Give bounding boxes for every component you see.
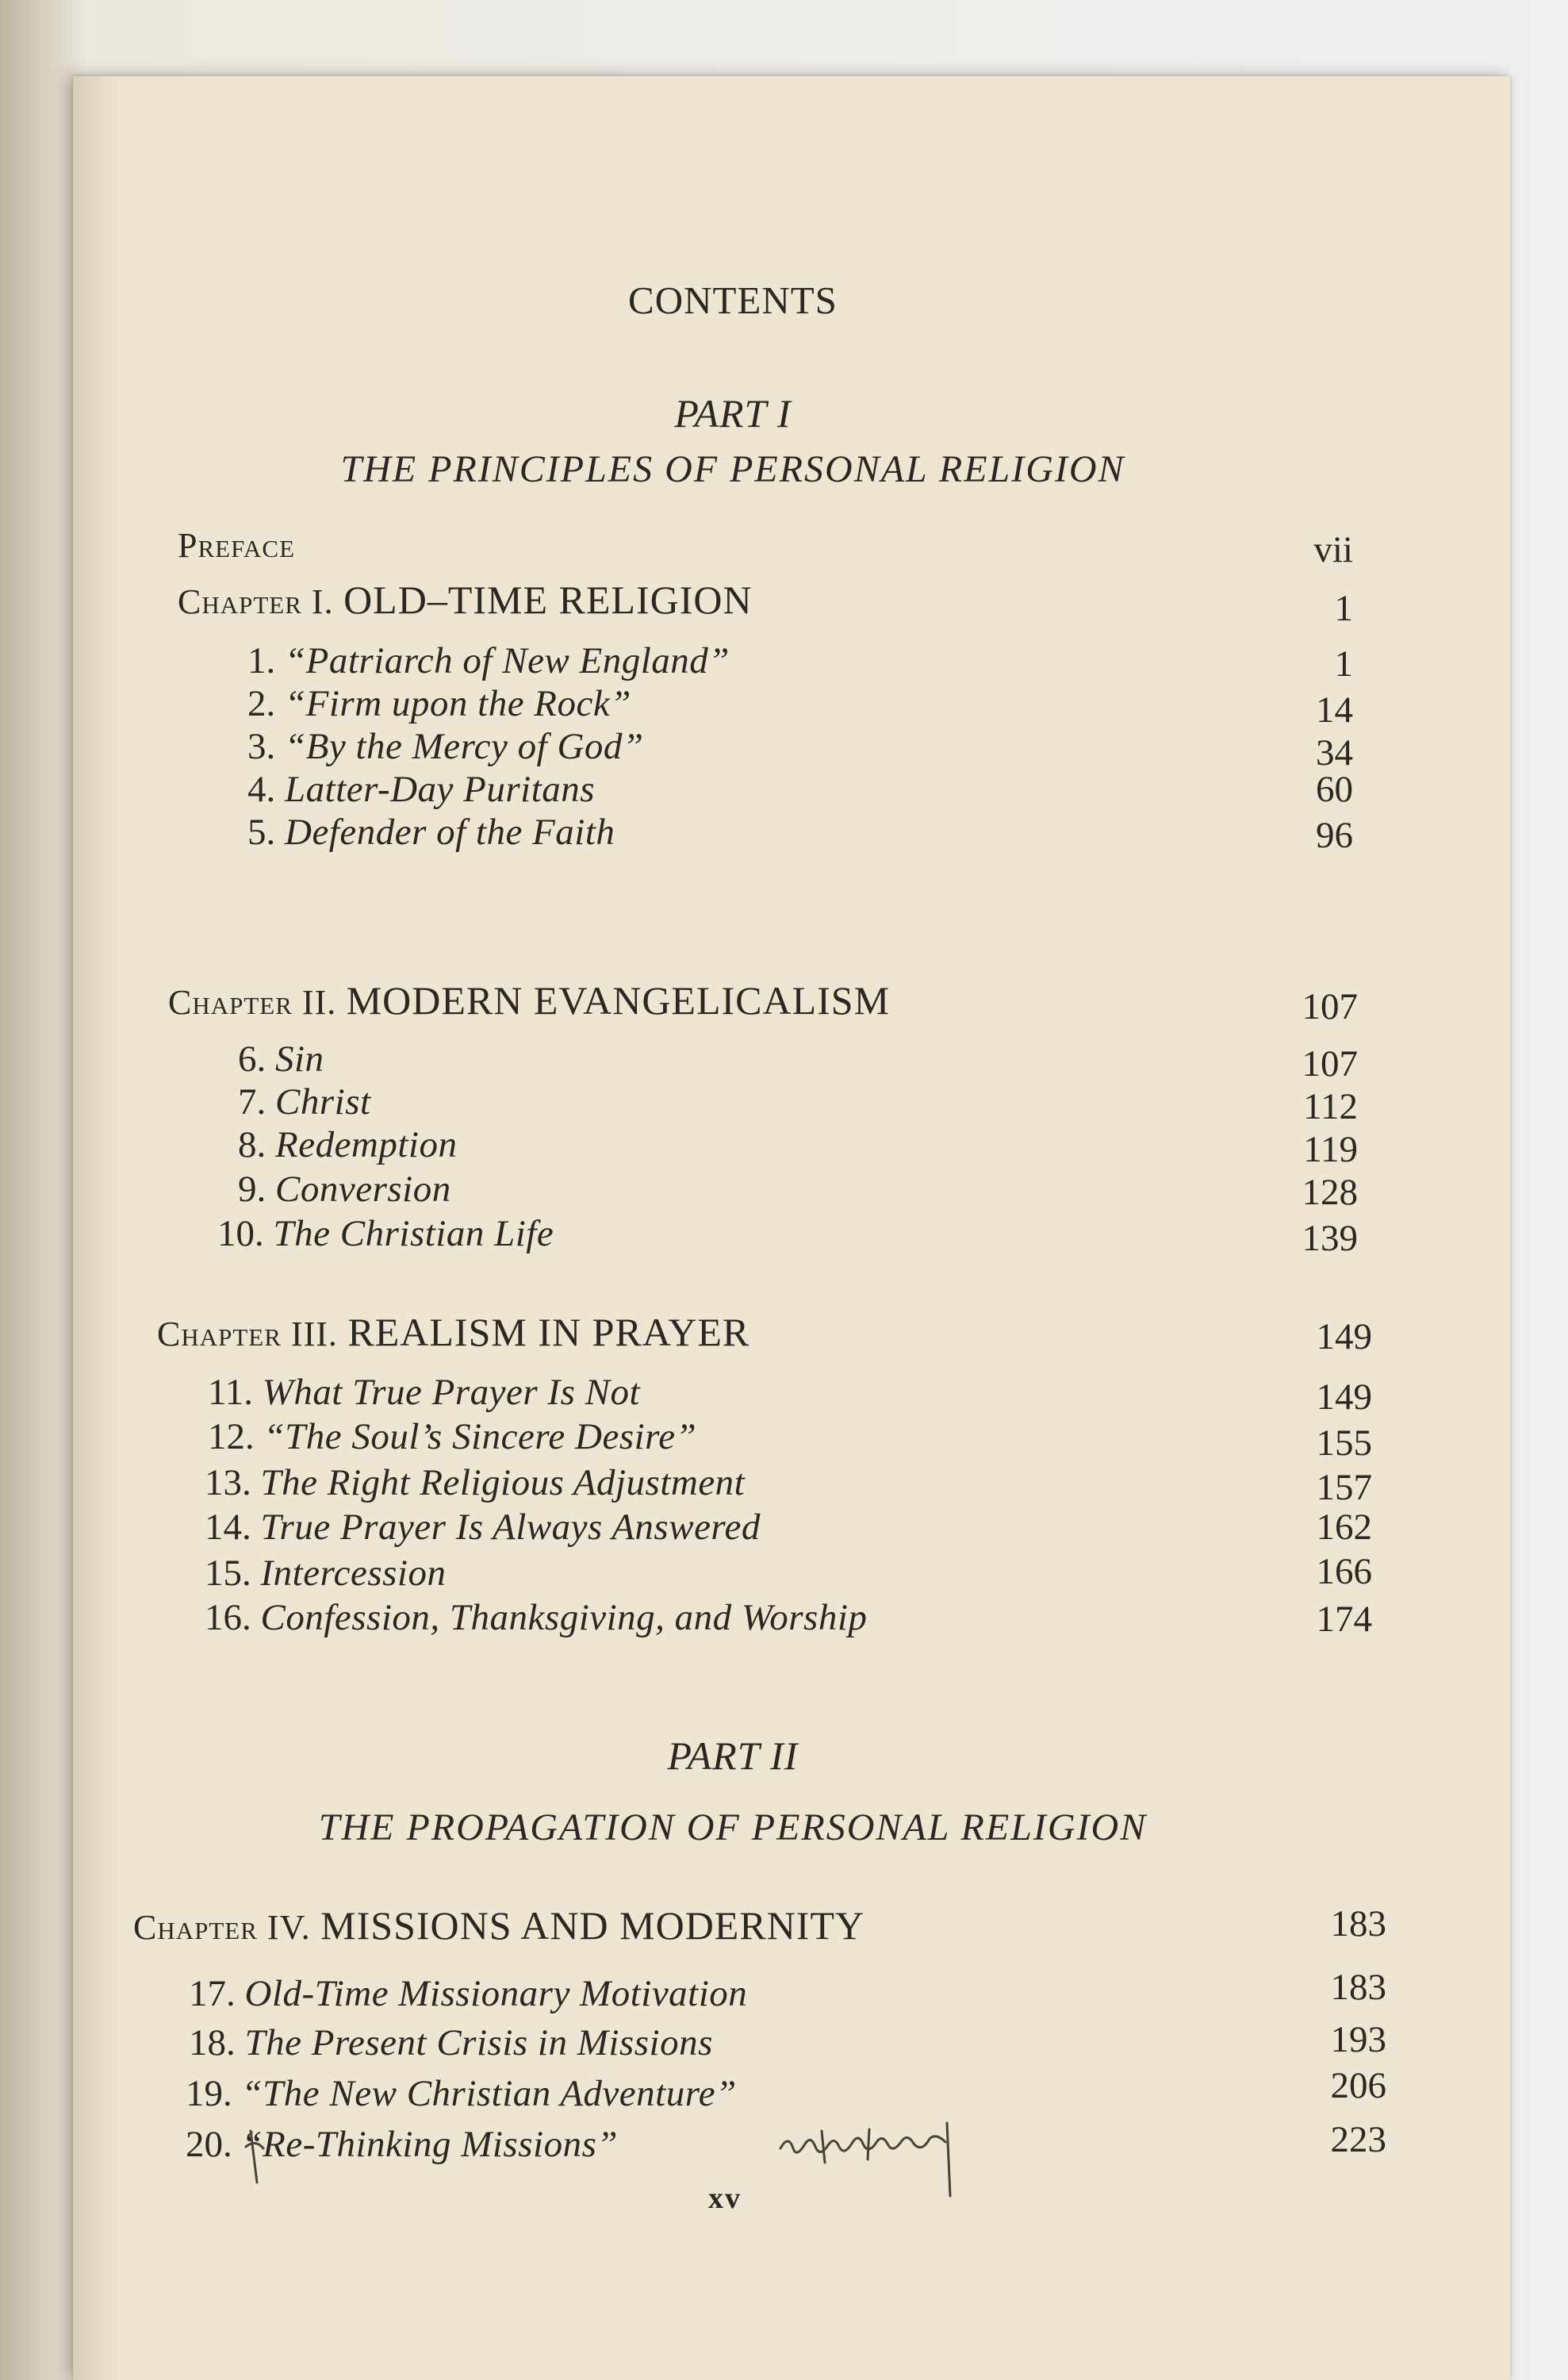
section-number: 4. [247, 769, 276, 810]
section-title: Defender of the Faith [285, 812, 615, 853]
section-title: “Patriarch of New England” [285, 640, 730, 681]
section-number: 12. [208, 1416, 255, 1457]
page-folio: xv [708, 2182, 742, 2215]
toc-entry [238, 1124, 458, 1165]
toc-entry [238, 1038, 324, 1080]
chapter-1-heading [178, 580, 753, 620]
toc-entry [208, 1418, 696, 1456]
section-page: 107 [1302, 1043, 1358, 1084]
section-number: 7. [238, 1081, 266, 1123]
chapter-4-page: 183 [1330, 1903, 1386, 1944]
chapter-4-title: MISSIONS AND MODERNITY [320, 1903, 865, 1948]
section-title: What True Prayer Is Not [262, 1372, 641, 1413]
section-title: Redemption [275, 1124, 458, 1165]
section-number: 9. [238, 1169, 266, 1210]
chapter-3-heading [157, 1312, 749, 1352]
section-page: 112 [1303, 1086, 1358, 1127]
section-title: Old-Time Missionary Motivation [244, 1973, 748, 2014]
section-number: 14. [205, 1507, 251, 1548]
section-number: 20. [186, 2124, 232, 2165]
section-number: 11. [208, 1372, 254, 1413]
contents-heading: CONTENTS [628, 278, 838, 322]
section-page: 166 [1316, 1551, 1372, 1592]
section-page: 128 [1302, 1172, 1358, 1213]
chapter-2-word: Chapter II. [168, 983, 337, 1022]
chapter-1-word: Chapter I. [178, 582, 334, 621]
section-title: “Firm upon the Rock” [285, 683, 631, 724]
chapter-2-title: MODERN EVANGELICALISM [346, 978, 891, 1023]
part-2-title: THE PROPAGATION OF PERSONAL RELIGION [318, 1806, 1148, 1848]
section-title: Christ [275, 1081, 371, 1123]
chapter-1-title: OLD–TIME RELIGION [343, 578, 753, 622]
preface-label: Preface [178, 526, 296, 565]
chapter-2-page: 107 [1302, 986, 1358, 1027]
chapter-2-heading [168, 978, 891, 1023]
section-number: 19. [186, 2073, 232, 2114]
toc-entry [247, 771, 595, 808]
toc-entry [205, 1555, 446, 1592]
toc-entry [205, 1599, 867, 1637]
part-1-label: PART I [674, 391, 792, 436]
section-title: The Christian Life [273, 1213, 554, 1254]
toc-entry [205, 1464, 745, 1502]
section-page: 14 [1316, 689, 1353, 731]
toc-entry [247, 728, 644, 766]
section-title: Latter-Day Puritans [285, 769, 596, 810]
section-page: 119 [1303, 1129, 1358, 1170]
section-page: 223 [1330, 2119, 1386, 2160]
toc-entry [247, 640, 730, 681]
section-page: 193 [1330, 2019, 1386, 2060]
section-title: “The Soul’s Sincere Desire” [263, 1416, 697, 1457]
chapter-3-word: Chapter III. [157, 1315, 338, 1353]
section-page: 139 [1302, 1218, 1358, 1259]
section-number: 6. [238, 1038, 266, 1080]
toc-entry [205, 1509, 761, 1546]
toc-entry [217, 1215, 554, 1253]
section-page: 155 [1316, 1422, 1372, 1464]
toc-entry [238, 1171, 451, 1208]
section-title: Confession, Thanksgiving, and Worship [260, 1597, 868, 1638]
chapter-4-heading [133, 1903, 865, 1948]
section-number: 16. [205, 1597, 251, 1638]
section-title: The Present Crisis in Missions [244, 2022, 713, 2063]
section-page: 206 [1330, 2065, 1386, 2106]
section-page: 34 [1316, 732, 1353, 774]
section-title: The Right Religious Adjustment [260, 1462, 746, 1503]
section-number: 17. [189, 1973, 236, 2014]
section-title: True Prayer Is Always Answered [260, 1507, 761, 1548]
toc-entry [247, 814, 615, 851]
section-number: 2. [247, 683, 276, 724]
section-page: 149 [1316, 1376, 1372, 1418]
toc-entry [189, 1975, 747, 2013]
chapter-1-page: 1 [1334, 588, 1353, 629]
section-page: 157 [1316, 1467, 1372, 1508]
section-number: 8. [238, 1124, 266, 1165]
preface-page: vii [1313, 529, 1353, 570]
section-page: 60 [1316, 769, 1353, 810]
section-title: “By the Mercy of God” [285, 726, 644, 767]
section-page: 183 [1330, 1967, 1386, 2008]
section-number: 15. [205, 1553, 251, 1594]
section-title: “The New Christian Adventure” [241, 2073, 737, 2114]
section-number: 3. [247, 726, 276, 767]
chapter-4-word: Chapter IV. [133, 1908, 311, 1947]
section-title: Conversion [275, 1169, 451, 1210]
section-number: 13. [205, 1462, 251, 1503]
toc-entry [189, 2022, 713, 2063]
toc-entry [238, 1081, 371, 1123]
book-page [73, 76, 1510, 2380]
chapter-3-title: REALISM IN PRAYER [347, 1310, 750, 1354]
section-title: Sin [275, 1038, 324, 1080]
section-number: 5. [247, 812, 276, 853]
section-title: Intercession [260, 1553, 447, 1594]
toc-entry [247, 685, 631, 723]
toc-entry [208, 1374, 640, 1411]
chapter-3-page: 149 [1316, 1316, 1372, 1357]
part-1-title: THE PRINCIPLES OF PERSONAL RELIGION [340, 448, 1125, 490]
section-number: 10. [217, 1213, 264, 1254]
part-2-label: PART II [667, 1733, 799, 1778]
section-page: 162 [1316, 1507, 1372, 1548]
section-number: 1. [247, 640, 276, 681]
section-number: 18. [189, 2022, 236, 2063]
section-title: “Re-Thinking Missions” [241, 2124, 619, 2165]
section-page: 96 [1316, 815, 1353, 856]
section-page: 1 [1334, 643, 1353, 685]
section-page: 174 [1316, 1599, 1372, 1640]
